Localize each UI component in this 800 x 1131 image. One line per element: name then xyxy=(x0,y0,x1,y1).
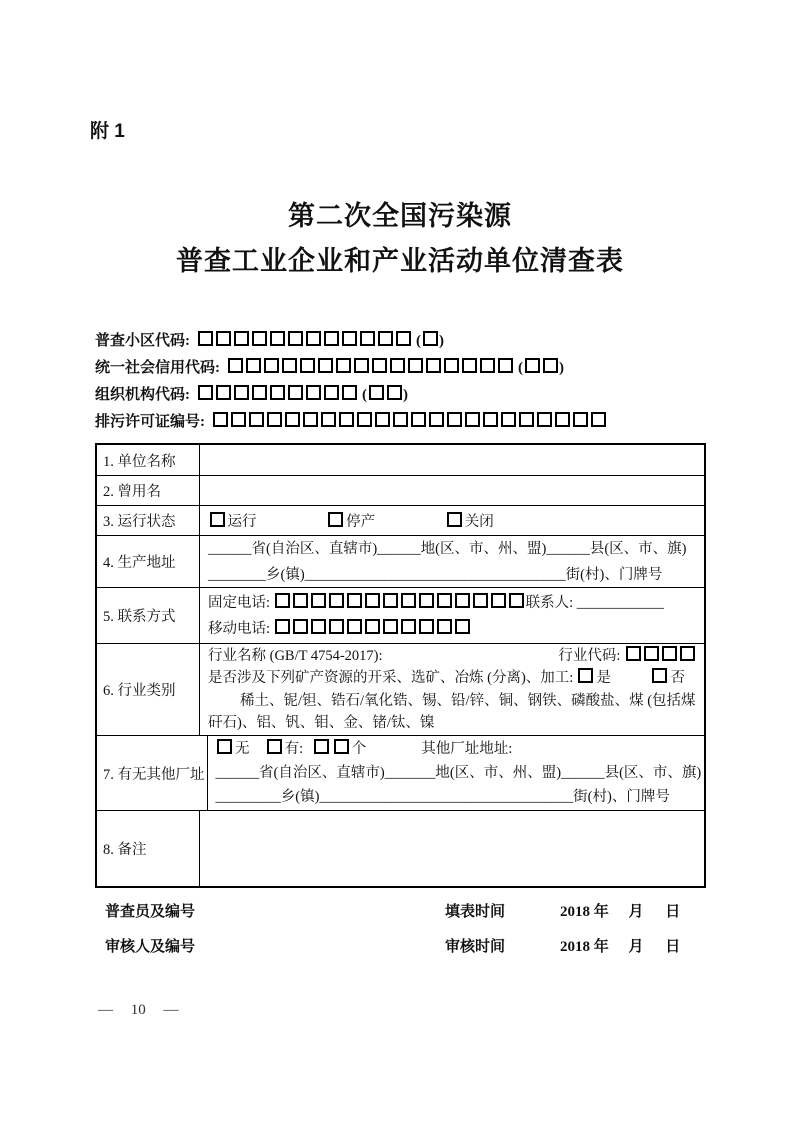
status-option-closed[interactable]: 关闭 xyxy=(445,510,494,531)
production-address-label: 4. 生产地址 xyxy=(97,536,200,587)
mineral-option-no[interactable]: 否 xyxy=(651,667,685,690)
former-name-label: 2. 曾用名 xyxy=(97,476,200,505)
checkbox-icon xyxy=(445,514,465,530)
contact-info-cell xyxy=(200,588,704,643)
census-area-code-boxes[interactable] xyxy=(196,333,412,349)
other-sites-cell xyxy=(208,736,705,810)
discharge-permit-boxes[interactable] xyxy=(211,414,607,430)
discharge-permit-code-line xyxy=(95,409,607,436)
operation-status-label: 3. 运行状态 xyxy=(97,506,200,535)
remarks-input-cell[interactable] xyxy=(200,811,704,886)
fill-day-unit: 日 xyxy=(665,904,681,920)
form-title xyxy=(0,194,800,284)
other-sites-option-none[interactable]: 无 xyxy=(216,737,250,761)
table-row-remarks xyxy=(97,810,704,886)
review-year-unit: 年 xyxy=(593,939,609,955)
checkbox-icon xyxy=(651,670,671,686)
industry-name-label: 行业名称 (GB/T 4754-2017): xyxy=(208,647,383,664)
table-row-unit-name xyxy=(97,445,704,475)
other-site-line-town[interactable]: _________乡(镇)___________________________________街(村)、门牌号 xyxy=(215,789,670,805)
mobile-phone-label: 移动电话: xyxy=(208,620,271,637)
other-sites-count[interactable]: 个 xyxy=(313,737,367,761)
table-row-production-address xyxy=(97,535,704,587)
operation-status-cell xyxy=(200,506,704,535)
other-sites-option-have[interactable]: 有: xyxy=(265,737,303,761)
enumerator-label: 普查员及编号 xyxy=(105,904,196,920)
fill-year-unit: 年 xyxy=(593,904,609,920)
census-area-code-line xyxy=(95,328,607,355)
signoff-section xyxy=(95,893,706,963)
organization-code-boxes[interactable] xyxy=(196,387,358,403)
social-credit-code-label: 统一社会信用代码: xyxy=(95,360,220,376)
mineral-list-line1: 稀土、铌/钽、锆石/氧化锆、锡、铅/锌、铜、钢铁、磷酸盐、煤 (包括煤 xyxy=(240,692,696,709)
status-option-running[interactable]: 运行 xyxy=(208,510,323,531)
production-address-cell[interactable] xyxy=(200,536,704,587)
mineral-option-yes[interactable]: 是 xyxy=(577,667,611,690)
review-year: 2018 xyxy=(560,939,590,955)
social-credit-code-line xyxy=(95,355,607,382)
review-day-unit: 日 xyxy=(665,939,681,955)
inventory-table xyxy=(95,443,706,888)
checkbox-icon xyxy=(208,514,228,530)
review-month-unit: 月 xyxy=(628,939,644,955)
social-credit-code-check-boxes[interactable]: ( ) xyxy=(518,360,564,376)
fixed-phone-boxes[interactable] xyxy=(274,595,526,611)
status-option-suspended[interactable]: 停产 xyxy=(327,510,442,531)
fill-time-label: 填表时间 xyxy=(445,904,506,920)
review-time-label: 审核时间 xyxy=(445,939,506,955)
checkbox-icon xyxy=(265,741,285,757)
unit-name-label: 1. 单位名称 xyxy=(97,445,200,475)
mineral-list-line2: 矸石)、铝、钒、钼、金、锗/钛、镍 xyxy=(208,715,435,731)
contact-person-label: 联系人: xyxy=(525,594,574,611)
mineral-question-text: 是否涉及下列矿产资源的开采、选矿、冶炼 (分离)、加工: xyxy=(208,670,574,686)
review-date[interactable] xyxy=(560,935,680,956)
enumerator-row xyxy=(95,893,706,928)
contact-person-blank[interactable]: ____________ xyxy=(576,594,664,611)
social-credit-code-boxes[interactable] xyxy=(226,360,514,376)
industry-category-cell xyxy=(200,644,704,735)
census-area-code-label: 普查小区代码: xyxy=(95,333,190,349)
other-site-line-province[interactable]: ______省(自治区、直辖市)_______地(区、市、州、盟)______县(区、市、旗) xyxy=(215,765,702,781)
organization-code-label: 组织机构代码: xyxy=(95,387,190,403)
code-lines xyxy=(95,328,607,436)
page-number: — 10 — xyxy=(98,1002,179,1018)
mobile-phone-boxes[interactable] xyxy=(274,621,472,637)
organization-code-check-boxes[interactable]: ( ) xyxy=(362,387,408,403)
reviewer-row xyxy=(95,928,706,963)
address-line-town: ________乡(镇)____________________________________街(村)、门牌号 xyxy=(208,566,663,583)
attachment-label: 附 1 xyxy=(90,121,125,142)
contact-info-label: 5. 联系方式 xyxy=(97,588,200,643)
other-sites-label: 7. 有无其他厂址 xyxy=(97,736,208,810)
table-row-operation-status xyxy=(97,505,704,535)
form-title-line2: 普查工业企业和产业活动单位清查表 xyxy=(176,246,624,276)
table-row-other-sites xyxy=(97,735,704,810)
checkbox-icon xyxy=(216,741,236,757)
census-area-code-check-boxes[interactable]: ( ) xyxy=(416,333,444,349)
count-boxes xyxy=(313,741,352,757)
fill-date[interactable] xyxy=(560,900,680,921)
table-row-former-name xyxy=(97,475,704,505)
fixed-phone-label: 固定电话: xyxy=(208,594,271,611)
table-row-contact-info xyxy=(97,587,704,643)
organization-code-line xyxy=(95,382,607,409)
fill-month-unit: 月 xyxy=(628,904,644,920)
industry-code-label: 行业代码: xyxy=(558,647,621,664)
industry-category-label: 6. 行业类别 xyxy=(97,644,200,735)
checkbox-icon xyxy=(327,514,347,530)
industry-code-boxes[interactable] xyxy=(624,648,696,664)
form-title-line1: 第二次全国污染源 xyxy=(288,201,512,231)
fill-year: 2018 xyxy=(560,904,590,920)
discharge-permit-label: 排污许可证编号: xyxy=(95,414,205,430)
address-line-province: ______省(自治区、直辖市)______地(区、市、州、盟)______县(区、市、旗) xyxy=(208,540,687,557)
remarks-label: 8. 备注 xyxy=(97,811,200,886)
table-row-industry-category xyxy=(97,643,704,735)
other-site-address-label: 其他厂址地址: xyxy=(421,741,513,757)
reviewer-label: 审核人及编号 xyxy=(105,939,196,955)
unit-name-input-cell[interactable] xyxy=(200,445,704,475)
former-name-input-cell[interactable] xyxy=(200,476,704,505)
checkbox-icon xyxy=(577,670,597,686)
